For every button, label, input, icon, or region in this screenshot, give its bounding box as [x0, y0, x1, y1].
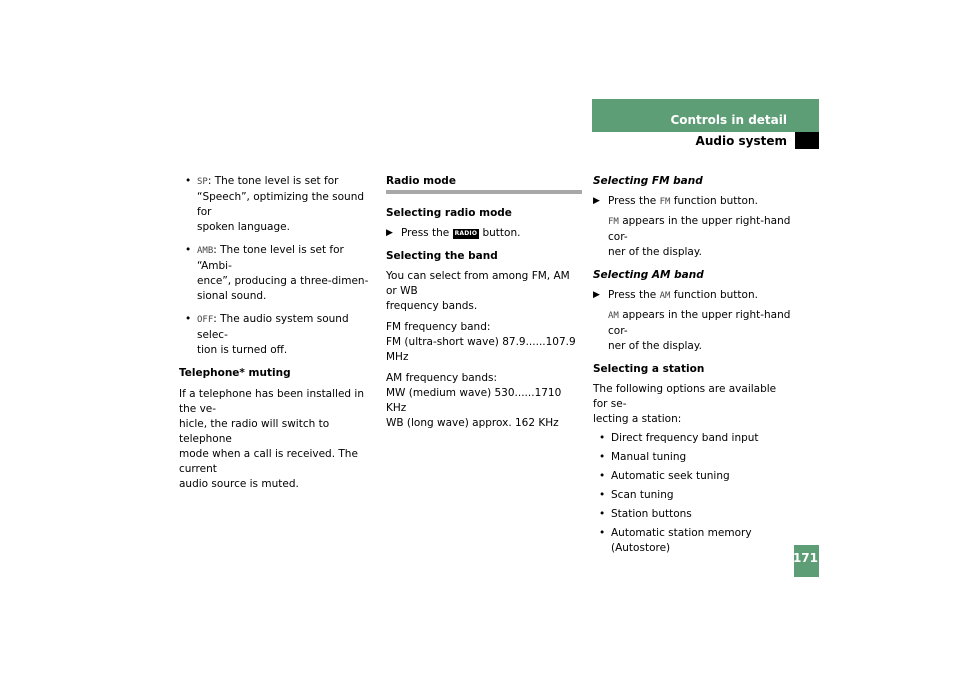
list-item: • Direct frequency band input	[599, 432, 759, 444]
band-body: You can select from among FM, AM or WB frequency bands.	[386, 270, 570, 312]
bullet-icon: •	[599, 432, 606, 444]
am-heading: Selecting AM band	[593, 269, 704, 281]
bullet-icon: •	[599, 470, 606, 482]
arrow-icon: ▶	[593, 196, 600, 206]
am-result: AM appears in the upper right-hand cor- ner of the display.	[608, 309, 791, 352]
bullet-icon: •	[185, 175, 192, 187]
arrow-icon: ▶	[593, 290, 600, 300]
arrow-icon: ▶	[386, 228, 393, 238]
header-subtitle: Audio system	[695, 134, 787, 148]
bullet-icon: •	[599, 451, 606, 463]
header-marker	[795, 132, 819, 149]
header-title: Controls in detail	[670, 113, 787, 127]
code-amb: AMB	[197, 246, 214, 256]
muting-body: If a telephone has been installed in the ve- hicle, the radio will switch to telephone mode when a call is received. The current audio source is muted.	[179, 388, 364, 490]
column-3	[593, 174, 793, 556]
muting-heading: Telephone* muting	[179, 367, 291, 379]
bullet-off: • OFF: The audio system sound selec- tion is turned off.	[185, 313, 349, 356]
list-item: • Automatic seek tuning	[599, 470, 730, 482]
section-title: Radio mode	[386, 174, 582, 194]
am-band-info: AM frequency bands: MW (medium wave) 530......1710 KHz WB (long wave) approx. 162 KHz	[386, 372, 562, 429]
bullet-icon: •	[185, 244, 192, 256]
list-item: • Scan tuning	[599, 489, 674, 501]
header-subtitle-band	[592, 132, 819, 149]
fm-result: FM appears in the upper right-hand cor- ner of the display.	[608, 215, 791, 258]
bullet-sp: • SP: The tone level is set for “Speech”, optimizing the sound for spoken language.	[185, 175, 365, 233]
bullet-amb: • AMB: The tone level is set for “Ambi- ence”, producing a three-dimen- sional sound.	[185, 244, 369, 302]
column-2	[386, 174, 582, 431]
code-sp: SP	[197, 177, 208, 187]
press-radio-step: ▶ Press the RADIO button.	[386, 227, 521, 239]
header-band	[592, 99, 819, 132]
station-heading: Selecting a station	[593, 363, 705, 375]
bullet-icon: •	[185, 313, 192, 325]
radio-button-icon: RADIO	[454, 230, 478, 237]
bullet-icon: •	[599, 508, 606, 520]
code-off: OFF	[197, 315, 214, 325]
list-item: • Manual tuning	[599, 451, 687, 463]
column-1	[179, 174, 375, 492]
band-heading: Selecting the band	[386, 250, 498, 262]
station-body: The following options are available for se- lecting a station:	[593, 383, 777, 425]
list-item: • Station buttons	[599, 508, 692, 520]
fm-heading: Selecting FM band	[593, 175, 703, 187]
fm-band-info: FM frequency band: FM (ultra-short wave) 87.9......107.9 MHz	[386, 321, 576, 363]
press-fm-step: ▶ Press the FM function button.	[593, 195, 758, 207]
list-item: • Automatic station memory (Autostore)	[599, 527, 752, 554]
selecting-radio-heading: Selecting radio mode	[386, 207, 512, 219]
bullet-icon: •	[599, 489, 606, 501]
bullet-icon: •	[599, 527, 606, 539]
press-am-step: ▶ Press the AM function button.	[593, 289, 758, 301]
page-number: 171	[792, 551, 818, 565]
